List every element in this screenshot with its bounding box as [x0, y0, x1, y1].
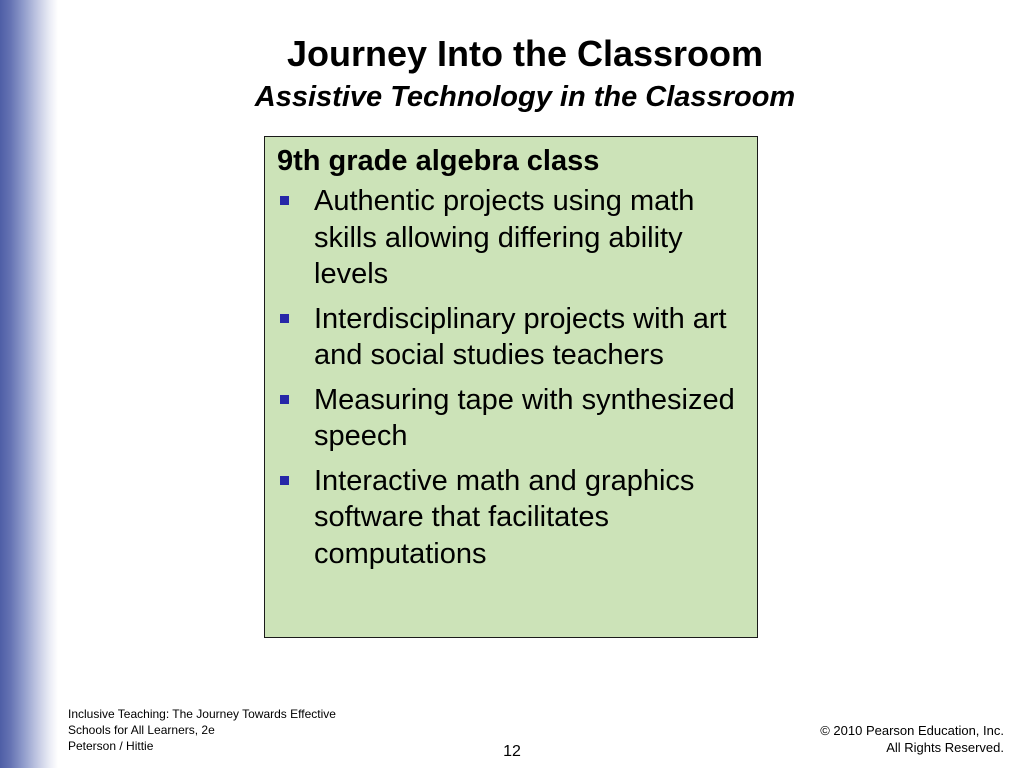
bullet-text: Interactive math and graphics software that facilitates computations — [314, 464, 695, 570]
bullet-list — [277, 183, 745, 572]
decorative-side-band — [0, 0, 58, 768]
slide-subtitle: Assistive Technology in the Classroom — [254, 81, 796, 113]
bullet-item — [277, 301, 745, 374]
content-box — [264, 136, 758, 638]
bullet-text: Measuring tape with synthesized speech — [314, 383, 735, 452]
bullet-text: Authentic projects using math skills allowing differing ability levels — [314, 185, 695, 290]
copyright-text: © 2010 Pearson Education, Inc. — [820, 723, 1004, 738]
footer-line: Inclusive Teaching: The Journey Towards Effective — [68, 707, 336, 721]
page-number: 12 — [503, 743, 521, 760]
slide-title: Journey Into the Classroom — [286, 33, 764, 74]
footer-copyright — [820, 722, 1004, 756]
bullet-text: Interdisciplinary projects with art and social studies teachers — [314, 302, 727, 371]
bullet-item — [277, 463, 745, 573]
content-heading: 9th grade algebra class — [277, 145, 600, 177]
square-bullet-icon — [280, 476, 289, 485]
rights-text: All Rights Reserved. — [886, 740, 1004, 755]
footer-book-info — [68, 706, 378, 754]
square-bullet-icon — [280, 314, 289, 323]
square-bullet-icon — [280, 196, 289, 205]
footer-line: Schools for All Learners, 2e — [68, 723, 215, 737]
bullet-item — [277, 183, 745, 293]
bullet-item — [277, 382, 745, 455]
footer-line: Peterson / Hittie — [68, 739, 154, 753]
square-bullet-icon — [280, 395, 289, 404]
